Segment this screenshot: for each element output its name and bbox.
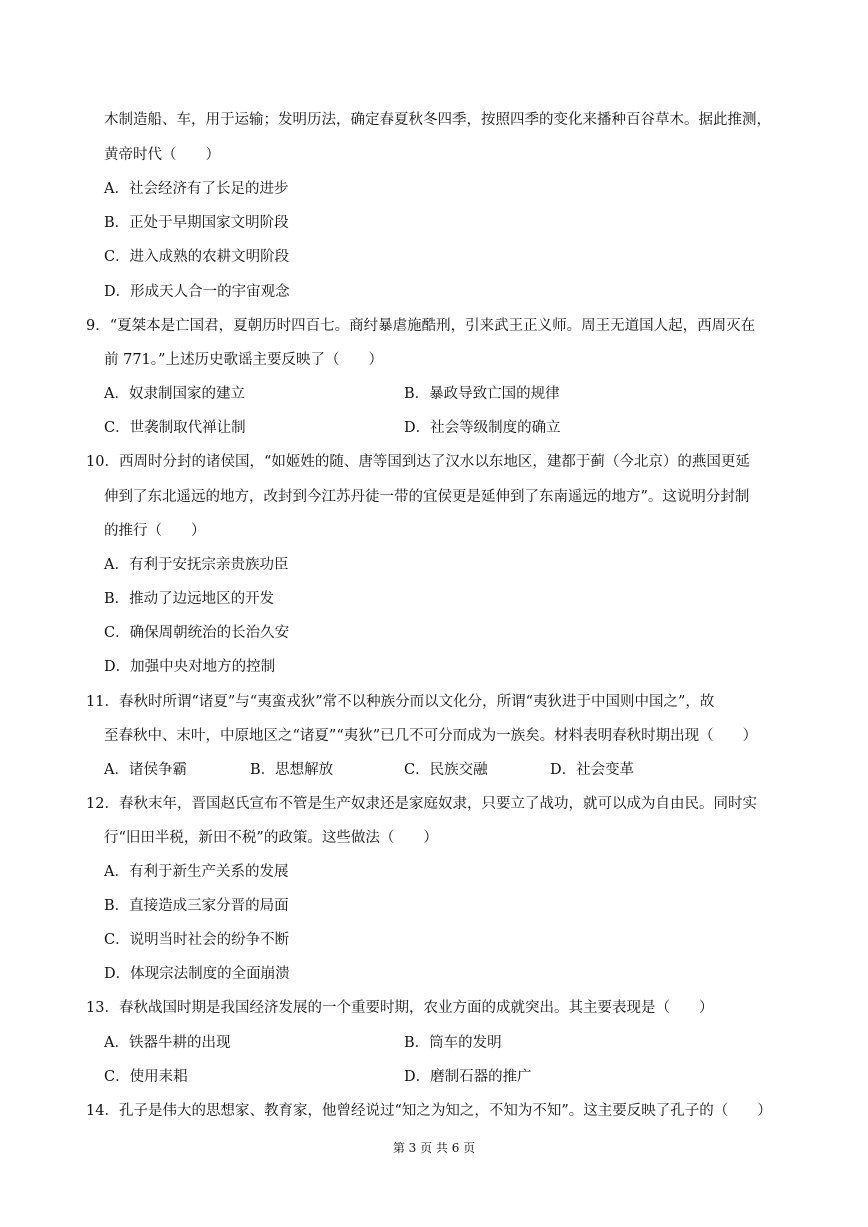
q9-option-b: B．暴政导致亡国的规律 [404,386,560,402]
q9-option-c: C．世袭制取代禅让制 [104,420,246,436]
q8-option-a: A．社会经济有了长足的进步 [104,181,289,197]
q10-option-a: A．有利于安抚宗亲贵族功臣 [104,557,289,573]
q10-option-b: B．推动了边远地区的开发 [104,591,275,607]
q13-option-d: D．磨制石器的推广 [404,1069,532,1085]
q12-text-line1: 12．春秋末年，晋国赵氏宣布不管是生产奴隶还是家庭奴隶，只要立了战功，就可以成为自由民。同时实 [86,796,757,812]
q8-text-line1: 木制造船、车，用于运输；发明历法，确定春夏秋冬四季，按照四季的变化来播种百谷草木。据此推测， [104,112,771,128]
q12-option-d: D．体现宗法制度的全面崩溃 [104,966,290,982]
q9-option-a: A．奴隶制国家的建立 [104,386,245,402]
q13-option-c: C．使用耒耜 [104,1069,188,1085]
q11-text-line1: 11．春秋时所谓“诸夏”与“夷蛮戎狄”常不以种族分而以文化分，所谓“夷狄进于中国则中国之”，故 [86,694,715,710]
q9-option-d: D．社会等级制度的确立 [404,420,561,436]
q12-text-line2: 行“旧田半税，新田不税”的政策。这些做法（ ） [104,830,438,846]
page-footer: 第 3 页 共 6 页 [392,1141,476,1155]
q10-text-line2: 伸到了东北遥远的地方，改封到今江苏丹徒一带的宜侯更是延伸到了东南遥远的地方”。这说明分封制 [104,489,750,505]
q9-text-line2: 前 771。”上述历史歌谣主要反映了（ ） [104,352,383,368]
q11-option-b: B．思想解放 [250,762,334,778]
q8-text-line2: 黄帝时代（ ） [104,147,220,163]
q13-option-a: A．铁器牛耕的出现 [104,1035,231,1051]
q11-option-d: D．社会变革 [550,762,635,778]
q8-option-d: D．形成天人合一的宇宙观念 [104,284,290,300]
q10-text-line3: 的推行（ ） [104,523,206,539]
q8-option-c: C．进入成熟的农耕文明阶段 [104,249,290,265]
q10-option-d: D．加强中央对地方的控制 [104,659,276,675]
q13-option-b: B．筒车的发明 [404,1035,502,1051]
q8-option-b: B．正处于早期国家文明阶段 [104,215,289,231]
q11-text-line2: 至春秋中、末叶，中原地区之“诸夏”“夷狄”已几不可分而成为一族矣。材料表明春秋时期出现（ ） [104,728,758,744]
q12-option-b: B．直接造成三家分晋的局面 [104,898,289,914]
q12-option-c: C．说明当时社会的纷争不断 [104,932,290,948]
q12-option-a: A．有利于新生产关系的发展 [104,864,289,880]
q13-text-line1: 13．春秋战国时期是我国经济发展的一个重要时期，农业方面的成就突出。其主要表现是（ ） [86,1000,714,1016]
q9-text-line1: 9．“夏桀本是亡国君，夏朝历时四百七。商纣暴虐施酷刑，引来武王正义师。周王无道国人起，西周灭在 [86,318,756,334]
q10-text-line1: 10．西周时分封的诸侯国，“如姬姓的随、唐等国到达了汉水以东地区，建都于蓟（今北京）的燕国更延 [86,454,750,470]
q14-text-line1: 14．孔子是伟大的思想家、教育家，他曾经说过“知之为知之，不知为不知”。这主要反映了孔子的（ ） [86,1103,772,1119]
q11-option-a: A．诸侯争霸 [104,762,187,778]
q10-option-c: C．确保周朝统治的长治久安 [104,625,290,641]
q11-option-c: C．民族交融 [404,762,488,778]
